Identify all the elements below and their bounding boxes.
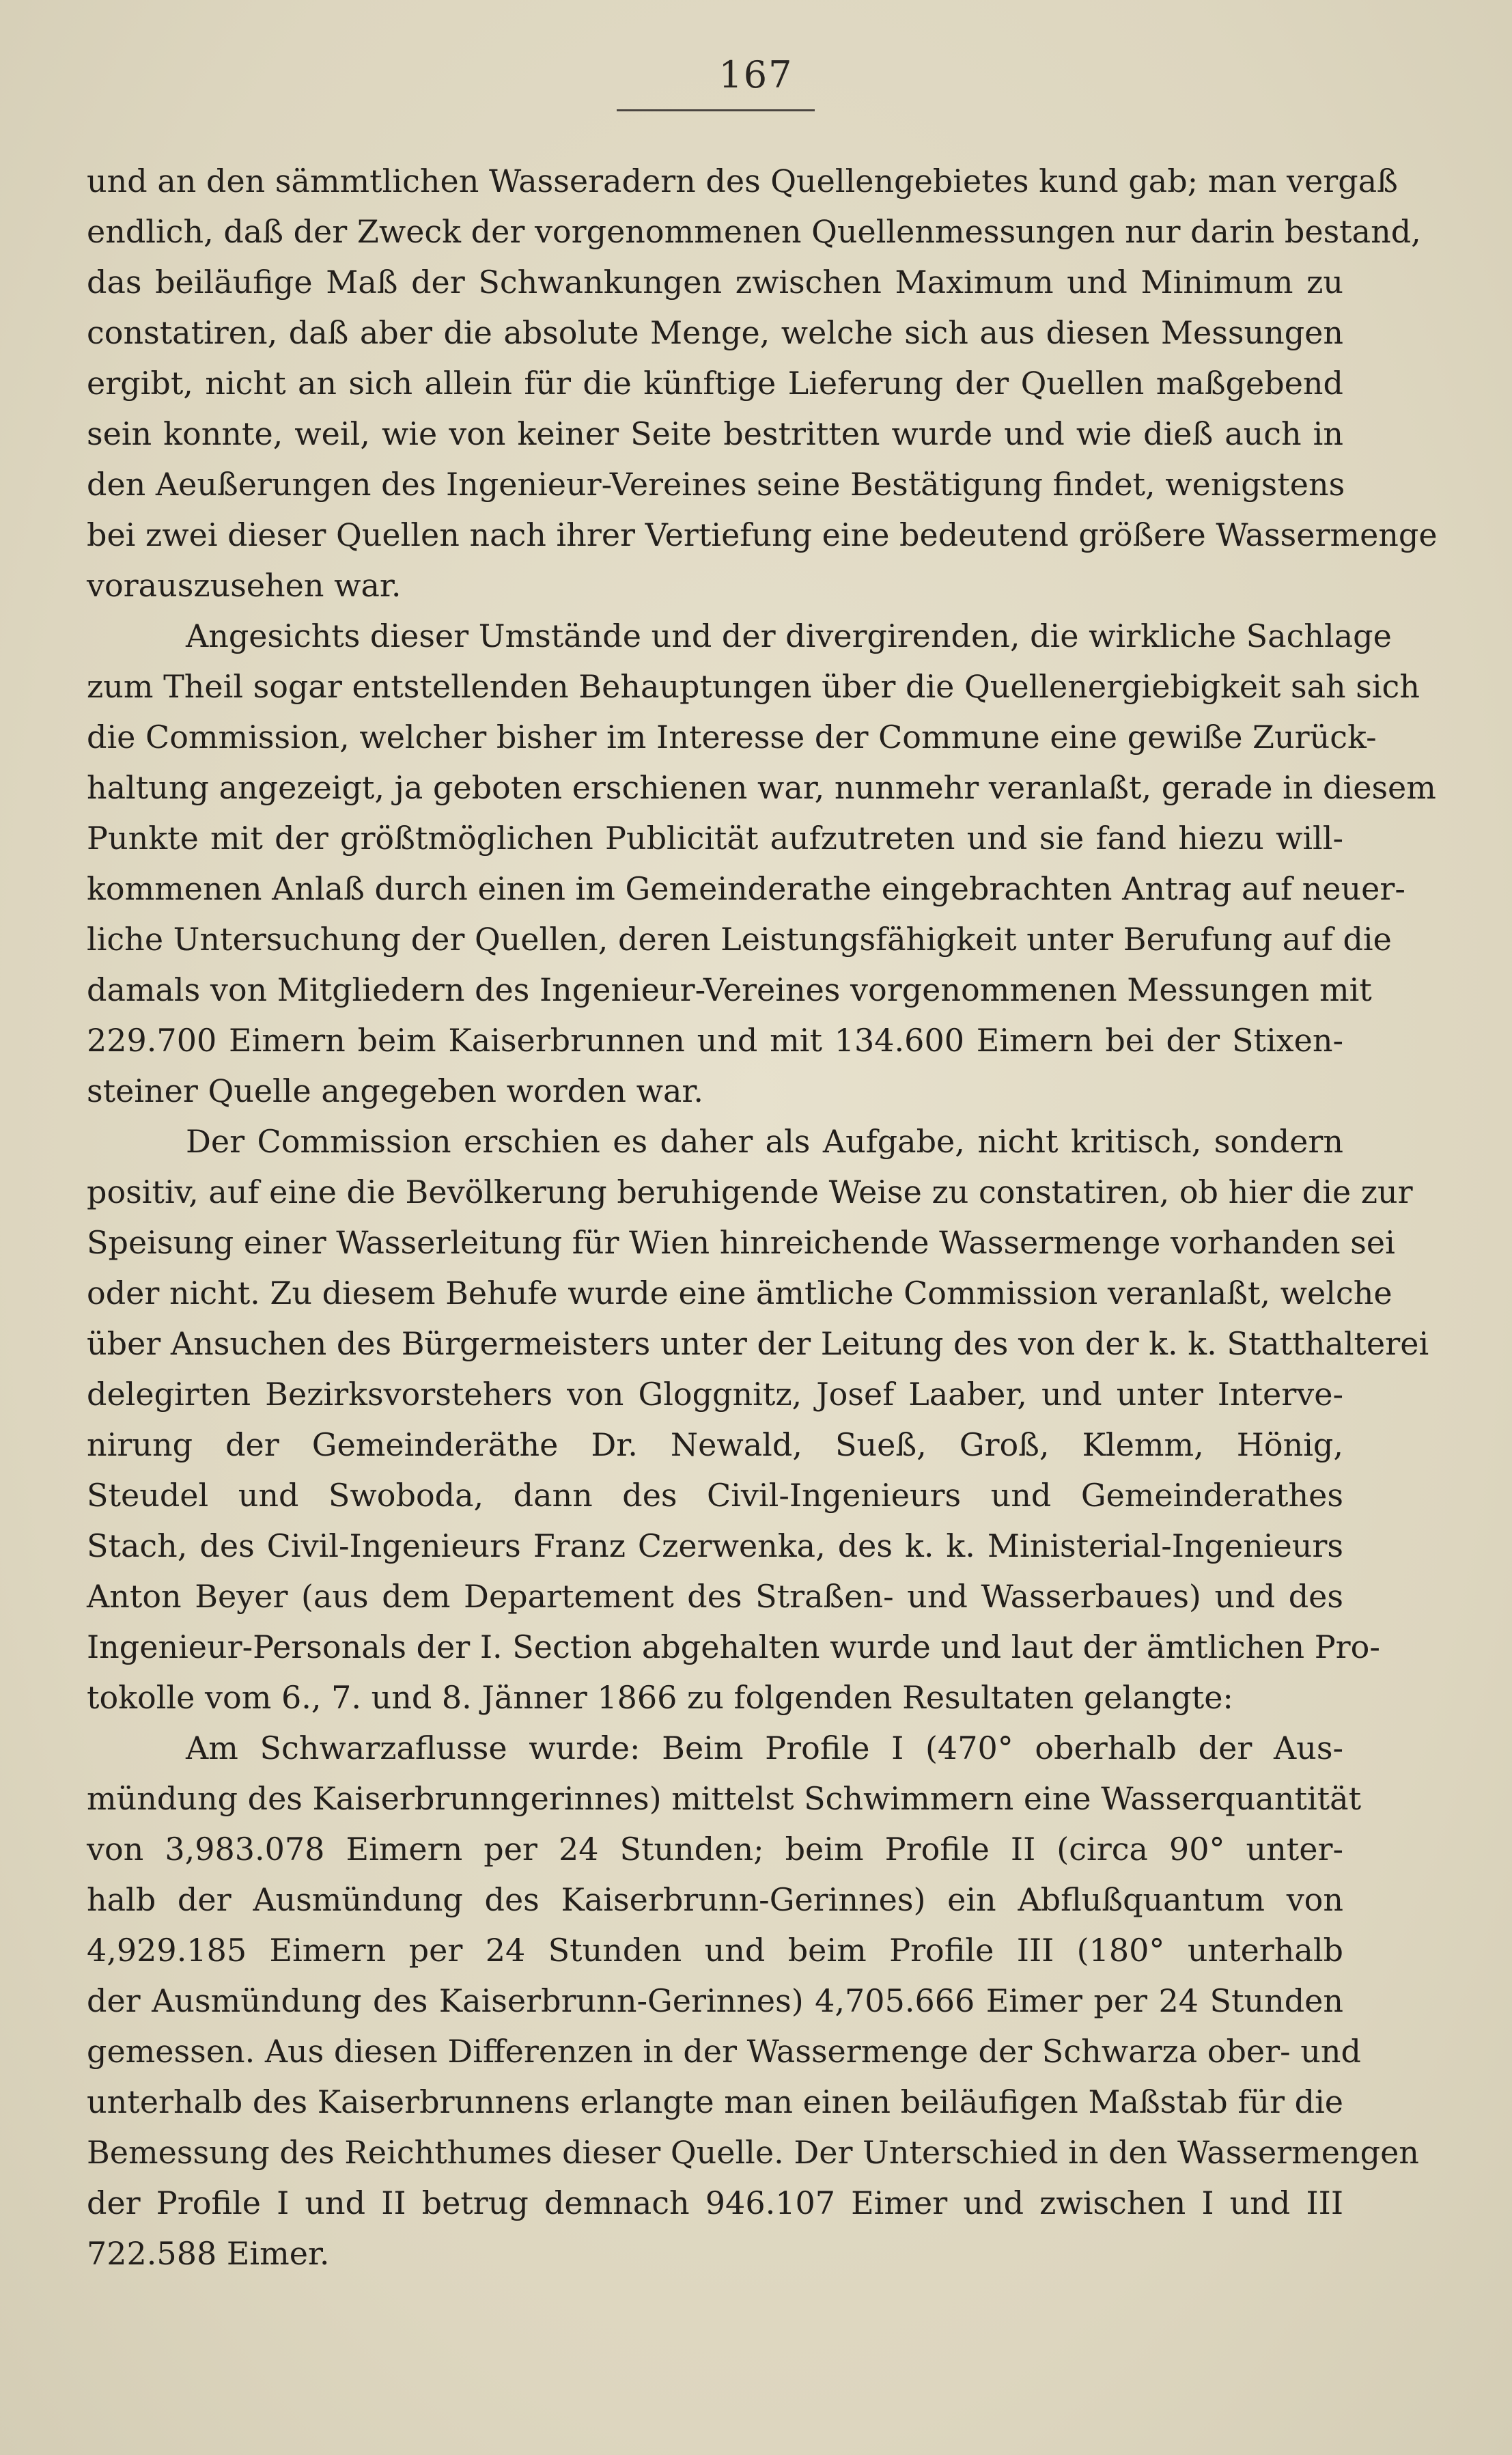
body-text	[87, 156, 1438, 2279]
text-line: ergibt, nicht an sich allein für die künftige Lieferung der Quellen maßgebend	[87, 365, 1343, 402]
text-line: Der Commission erschien es daher als Aufgabe, nicht kritisch, sondern	[186, 1123, 1343, 1160]
text-line: der Ausmündung des Kaiserbrunn-Gerinnes) 4,705.666 Eimer per 24 Stunden	[87, 1982, 1343, 2019]
text-line: Stach, des Civil-Ingenieurs Franz Czerwenka, des k. k. Ministerial-Ingenieurs	[87, 1527, 1343, 1564]
text-line: Angesichts dieser Umstände und der divergirenden, die wirkliche Sachlage	[186, 618, 1392, 654]
text-line: Speisung einer Wasserleitung für Wien hinreichende Wassermenge vorhanden sei	[87, 1224, 1395, 1261]
text-line: damals von Mitgliedern des Ingenieur-Vereines vorgenommenen Messungen mit	[87, 971, 1372, 1008]
text-line: vorauszusehen war.	[87, 567, 402, 604]
text-line: delegirten Bezirksvorstehers von Gloggnitz, Josef Laaber, und unter Interve-	[87, 1376, 1343, 1413]
text-line: gemessen. Aus diesen Differenzen in der Wassermenge der Schwarza ober- und	[87, 2033, 1361, 2070]
text-line: Ingenieur-Personals der I. Section abgehalten wurde und laut der ämtlichen Pro-	[87, 1628, 1380, 1665]
text-line: das beiläufige Maß der Schwankungen zwischen Maximum und Minimum zu	[87, 264, 1343, 301]
text-line: 229.700 Eimern beim Kaiserbrunnen und mit 134.600 Eimern bei der Stixen-	[87, 1022, 1343, 1059]
text-line: über Ansuchen des Bürgermeisters unter der Leitung des von der k. k. Statthalterei	[87, 1325, 1429, 1362]
text-line: von 3,983.078 Eimern per 24 Stunden; beim Profile II (circa 90° unter-	[87, 1831, 1343, 1868]
text-line: zum Theil sogar entstellenden Behauptungen über die Quellenergiebigkeit sah sich	[87, 668, 1420, 705]
text-line: Bemessung des Reichthumes dieser Quelle. Der Unterschied in den Wassermengen	[87, 2134, 1419, 2171]
text-line: mündung des Kaiserbrunngerinnes) mittelst Schwimmern eine Wasserquantität	[87, 1780, 1362, 1817]
text-line: liche Untersuchung der Quellen, deren Leistungsfähigkeit unter Berufung auf die	[87, 921, 1392, 958]
text-line: tokolle vom 6., 7. und 8. Jänner 1866 zu folgenden Resultaten gelangte:	[87, 1679, 1233, 1716]
text-line: Anton Beyer (aus dem Departement des Straßen- und Wasserbaues) und des	[87, 1578, 1343, 1615]
text-line: bei zwei dieser Quellen nach ihrer Vertiefung eine bedeutend größere Wassermenge	[87, 516, 1438, 553]
text-line: halb der Ausmündung des Kaiserbrunn-Gerinnes) ein Abflußquantum von	[87, 1881, 1343, 1918]
text-line: den Aeußerungen des Ingenieur-Vereines seine Bestätigung findet, wenigstens	[87, 466, 1345, 503]
page-number: 167	[718, 53, 794, 96]
text-line: steiner Quelle angegeben worden war.	[87, 1072, 703, 1109]
text-line: Steudel und Swoboda, dann des Civil-Ingenieurs und Gemeinderathes	[87, 1477, 1343, 1514]
text-line: unterhalb des Kaiserbrunnens erlangte man einen beiläufigen Maßstab für die	[87, 2083, 1343, 2120]
text-line: 4,929.185 Eimern per 24 Stunden und beim Profile III (180° unterhalb	[87, 1932, 1343, 1969]
text-line: oder nicht. Zu diesem Behufe wurde eine ämtliche Commission veranlaßt, welche	[87, 1275, 1392, 1312]
text-line: 722.588 Eimer.	[87, 2235, 330, 2272]
text-line: und an den sämmtlichen Wasseradern des Quellengebietes kund gab; man vergaß	[87, 163, 1398, 199]
text-line: Am Schwarzaflusse wurde: Beim Profile I (470° oberhalb der Aus-	[186, 1730, 1343, 1766]
text-line: haltung angezeigt, ja geboten erschienen war, nunmehr veranlaßt, gerade in diesem	[87, 769, 1436, 806]
text-line: sein konnte, weil, wie von keiner Seite bestritten wurde und wie dieß auch in	[87, 415, 1343, 452]
header-rule	[617, 109, 815, 111]
text-line: endlich, daß der Zweck der vorgenommenen Quellenmessungen nur darin bestand,	[87, 213, 1421, 250]
text-line: kommenen Anlaß durch einen im Gemeinderathe eingebrachten Antrag auf neuer-	[87, 870, 1405, 907]
text-line: Punkte mit der größtmöglichen Publicität aufzutreten und sie fand hiezu will-	[87, 820, 1343, 857]
text-line: nirung der Gemeinderäthe Dr. Newald, Sueß, Groß, Klemm, Hönig,	[87, 1426, 1343, 1463]
text-line: positiv, auf eine die Bevölkerung beruhigende Weise zu constatiren, ob hier die zur	[87, 1174, 1413, 1210]
text-line: der Profile I und II betrug demnach 946.107 Eimer und zwischen I und III	[87, 2184, 1343, 2221]
text-line: die Commission, welcher bisher im Interesse der Commune eine gewiße Zurück-	[87, 719, 1377, 755]
text-line: constatiren, daß aber die absolute Menge, welche sich aus diesen Messungen	[87, 314, 1343, 351]
